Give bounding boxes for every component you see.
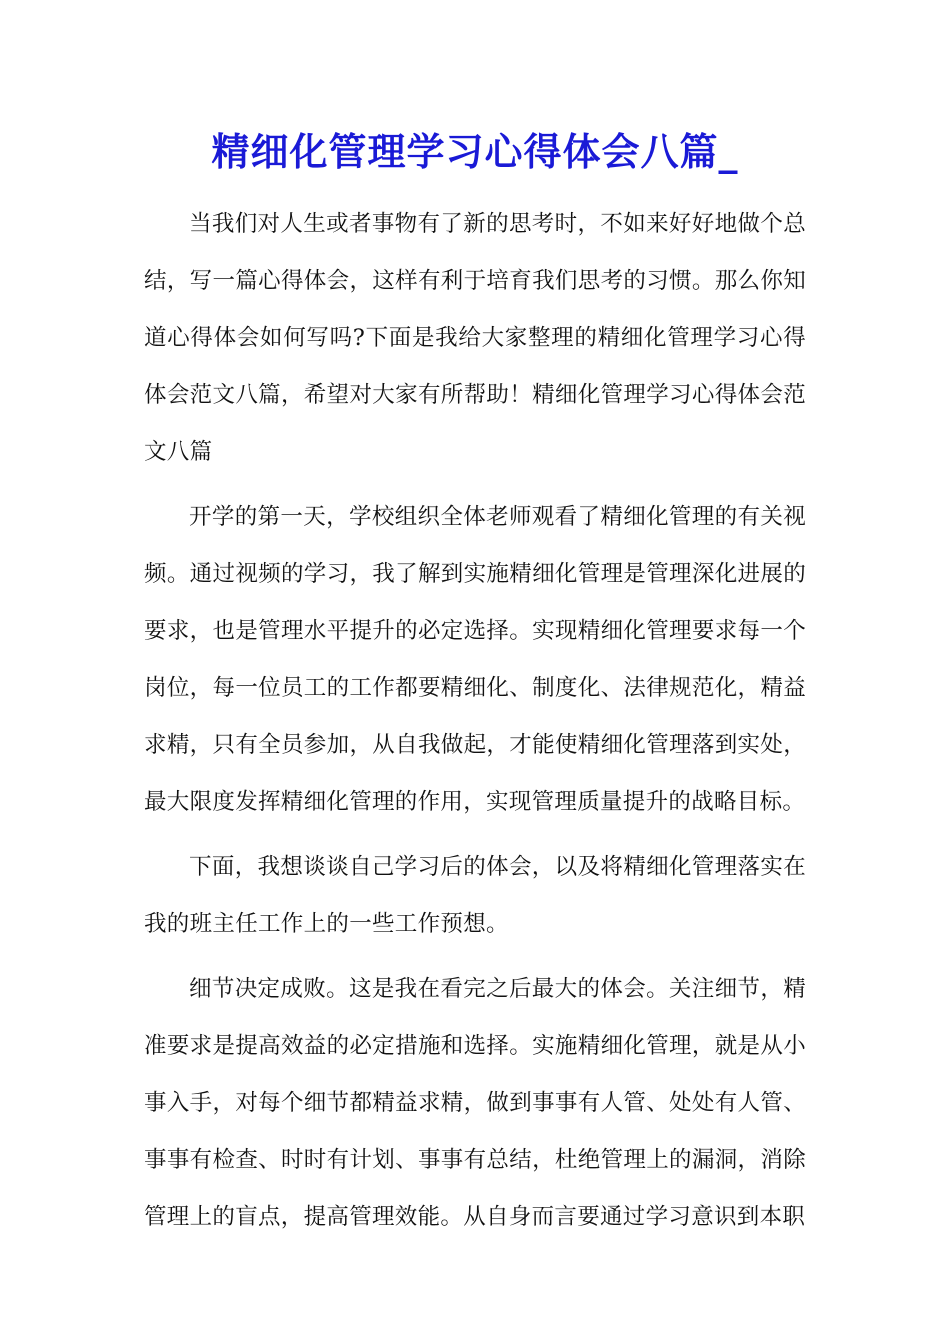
document-body	[144, 196, 806, 1254]
document-title: 精细化管理学习心得体会八篇_	[211, 130, 739, 174]
paragraph-first-day: 开学的第一天，学校组织全体老师观看了精细化管理的有关视频。通过视频的学习，我了解到实施精细化管理是管理深化进展的要求，也是管理水平提升的必定选择。实现精细化管理要求每一个岗位，每一位员工的工作都要精细化、制度化、法律规范化，精益求精，只有全员参加，从自我做起，才能使精细化管理落到实处，最大限度发挥精细化管理的作用，实现管理质量提升的战略目标。	[144, 504, 806, 815]
paragraph-intro: 当我们对人生或者事物有了新的思考时，不如来好好地做个总结，写一篇心得体会，这样有利于培育我们思考的习惯。那么你知道心得体会如何写吗?下面是我给大家整理的精细化管理学习心得体会范文八篇，希望对大家有所帮助！精细化管理学习心得体会范文八篇	[144, 211, 806, 465]
paragraph-personal-reflection: 下面，我想谈谈自己学习后的体会，以及将精细化管理落实在我的班主任工作上的一些工作预想。	[144, 854, 806, 937]
paragraph-details-matter: 细节决定成败。这是我在看完之后最大的体会。关注细节，精准要求是提高效益的必定措施和选择。实施精细化管理，就是从小事入手，对每个细节都精益求精，做到事事有人管、处处有人管、事事有检查、时时有计划、事事有总结，杜绝管理上的漏洞，消除管理上的盲点，提高管理效能。从自身而言要通过学习意识到本职	[144, 976, 806, 1230]
